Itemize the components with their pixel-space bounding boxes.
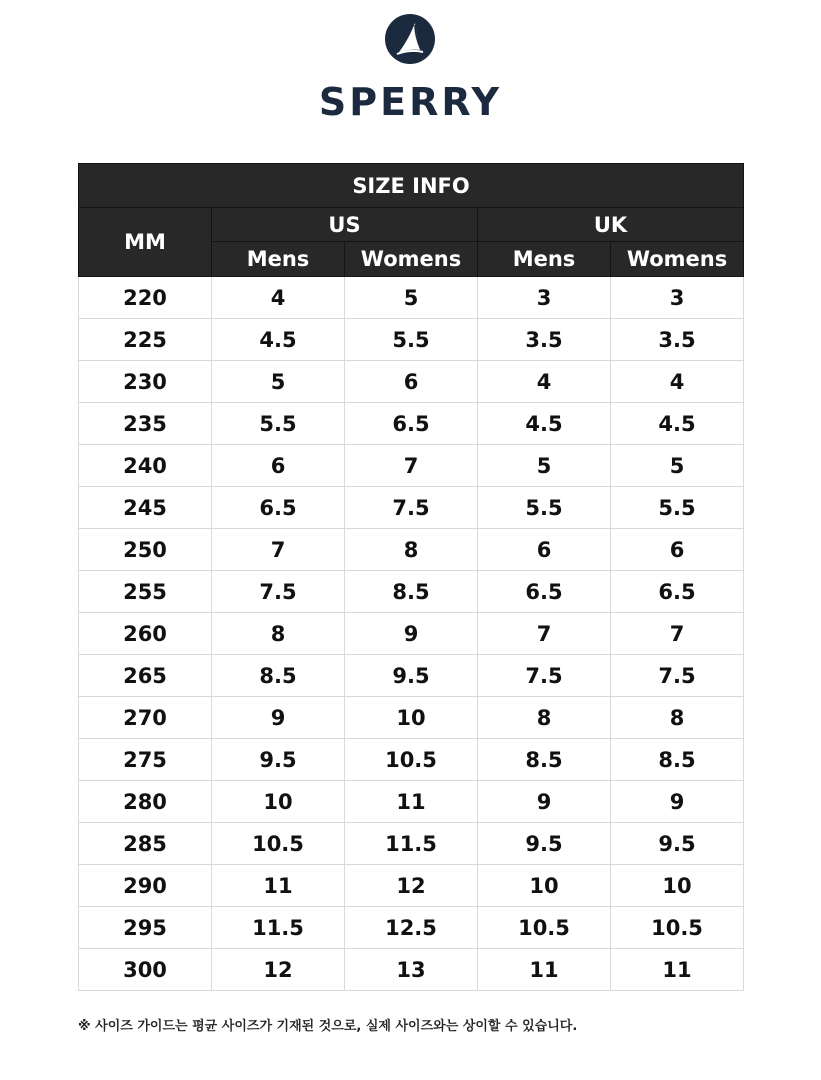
uk-mens-header: Mens	[478, 242, 611, 277]
table-row	[79, 907, 744, 949]
mm-cell: 275	[79, 739, 212, 781]
uk-mens-cell: 3.5	[478, 319, 611, 361]
mm-cell: 230	[79, 361, 212, 403]
us-womens-cell: 5	[345, 277, 478, 319]
us-womens-cell: 5.5	[345, 319, 478, 361]
uk-mens-cell: 3	[478, 277, 611, 319]
us-womens-cell: 9	[345, 613, 478, 655]
table-row	[79, 697, 744, 739]
uk-womens-cell: 8.5	[611, 739, 744, 781]
us-womens-cell: 11.5	[345, 823, 478, 865]
mm-cell: 270	[79, 697, 212, 739]
uk-womens-cell: 10	[611, 865, 744, 907]
mm-cell: 235	[79, 403, 212, 445]
table-row	[79, 739, 744, 781]
uk-womens-cell: 8	[611, 697, 744, 739]
us-womens-cell: 9.5	[345, 655, 478, 697]
uk-womens-header: Womens	[611, 242, 744, 277]
mm-cell: 295	[79, 907, 212, 949]
us-mens-cell: 8.5	[212, 655, 345, 697]
us-mens-cell: 9	[212, 697, 345, 739]
uk-womens-cell: 10.5	[611, 907, 744, 949]
us-mens-cell: 9.5	[212, 739, 345, 781]
us-mens-cell: 4	[212, 277, 345, 319]
us-womens-cell: 7	[345, 445, 478, 487]
uk-mens-cell: 7	[478, 613, 611, 655]
uk-mens-cell: 9	[478, 781, 611, 823]
uk-mens-cell: 7.5	[478, 655, 611, 697]
table-row	[79, 403, 744, 445]
uk-womens-cell: 4.5	[611, 403, 744, 445]
brand-name: SPERRY	[318, 80, 503, 124]
table-row	[79, 487, 744, 529]
uk-mens-cell: 4.5	[478, 403, 611, 445]
uk-womens-cell: 7.5	[611, 655, 744, 697]
us-mens-cell: 4.5	[212, 319, 345, 361]
us-womens-cell: 10	[345, 697, 478, 739]
us-mens-cell: 11	[212, 865, 345, 907]
table-title: SIZE INFO	[79, 164, 744, 208]
uk-mens-cell: 9.5	[478, 823, 611, 865]
uk-womens-cell: 6.5	[611, 571, 744, 613]
mm-header: MM	[79, 208, 212, 277]
us-mens-cell: 7	[212, 529, 345, 571]
mm-cell: 285	[79, 823, 212, 865]
uk-group-header: UK	[478, 208, 744, 242]
uk-womens-cell: 6	[611, 529, 744, 571]
us-womens-cell: 6.5	[345, 403, 478, 445]
us-mens-cell: 10.5	[212, 823, 345, 865]
us-mens-cell: 12	[212, 949, 345, 991]
us-mens-cell: 6	[212, 445, 345, 487]
uk-mens-cell: 11	[478, 949, 611, 991]
table-row	[79, 571, 744, 613]
uk-mens-cell: 4	[478, 361, 611, 403]
table-row	[79, 865, 744, 907]
table-row	[79, 277, 744, 319]
us-mens-cell: 5	[212, 361, 345, 403]
mm-cell: 290	[79, 865, 212, 907]
mm-cell: 300	[79, 949, 212, 991]
uk-womens-cell: 4	[611, 361, 744, 403]
mm-cell: 260	[79, 613, 212, 655]
us-mens-cell: 11.5	[212, 907, 345, 949]
table-row	[79, 781, 744, 823]
size-table	[78, 163, 744, 991]
us-womens-cell: 10.5	[345, 739, 478, 781]
us-womens-cell: 8.5	[345, 571, 478, 613]
us-mens-cell: 5.5	[212, 403, 345, 445]
mm-cell: 250	[79, 529, 212, 571]
brand-header	[0, 0, 821, 160]
uk-mens-cell: 8.5	[478, 739, 611, 781]
uk-mens-cell: 5	[478, 445, 611, 487]
table-row	[79, 655, 744, 697]
mm-cell: 265	[79, 655, 212, 697]
table-row	[79, 949, 744, 991]
mm-cell: 280	[79, 781, 212, 823]
uk-womens-cell: 3.5	[611, 319, 744, 361]
us-womens-cell: 12	[345, 865, 478, 907]
us-mens-cell: 7.5	[212, 571, 345, 613]
uk-mens-cell: 6	[478, 529, 611, 571]
table-row	[79, 529, 744, 571]
us-mens-cell: 6.5	[212, 487, 345, 529]
us-womens-cell: 13	[345, 949, 478, 991]
table-row	[79, 823, 744, 865]
table-row	[79, 319, 744, 361]
us-womens-header: Womens	[345, 242, 478, 277]
size-rows	[79, 277, 744, 991]
sailboat-logo-icon	[385, 14, 435, 64]
uk-womens-cell: 3	[611, 277, 744, 319]
mm-cell: 225	[79, 319, 212, 361]
uk-womens-cell: 11	[611, 949, 744, 991]
table-row	[79, 361, 744, 403]
uk-mens-cell: 5.5	[478, 487, 611, 529]
uk-womens-cell: 9.5	[611, 823, 744, 865]
uk-womens-cell: 5.5	[611, 487, 744, 529]
us-mens-cell: 10	[212, 781, 345, 823]
uk-womens-cell: 7	[611, 613, 744, 655]
us-womens-cell: 8	[345, 529, 478, 571]
uk-mens-cell: 8	[478, 697, 611, 739]
mm-cell: 245	[79, 487, 212, 529]
us-womens-cell: 6	[345, 361, 478, 403]
table-row	[79, 613, 744, 655]
mm-cell: 240	[79, 445, 212, 487]
us-group-header: US	[212, 208, 478, 242]
us-womens-cell: 12.5	[345, 907, 478, 949]
us-mens-header: Mens	[212, 242, 345, 277]
table-row	[79, 445, 744, 487]
mm-cell: 255	[79, 571, 212, 613]
uk-mens-cell: 10.5	[478, 907, 611, 949]
us-womens-cell: 7.5	[345, 487, 478, 529]
size-disclaimer: ※ 사이즈 가이드는 평균 사이즈가 기재된 것으로, 실제 사이즈와는 상이할 수 있습니다.	[78, 1019, 578, 1034]
mm-cell: 220	[79, 277, 212, 319]
uk-womens-cell: 9	[611, 781, 744, 823]
uk-mens-cell: 6.5	[478, 571, 611, 613]
uk-mens-cell: 10	[478, 865, 611, 907]
us-womens-cell: 11	[345, 781, 478, 823]
us-mens-cell: 8	[212, 613, 345, 655]
uk-womens-cell: 5	[611, 445, 744, 487]
